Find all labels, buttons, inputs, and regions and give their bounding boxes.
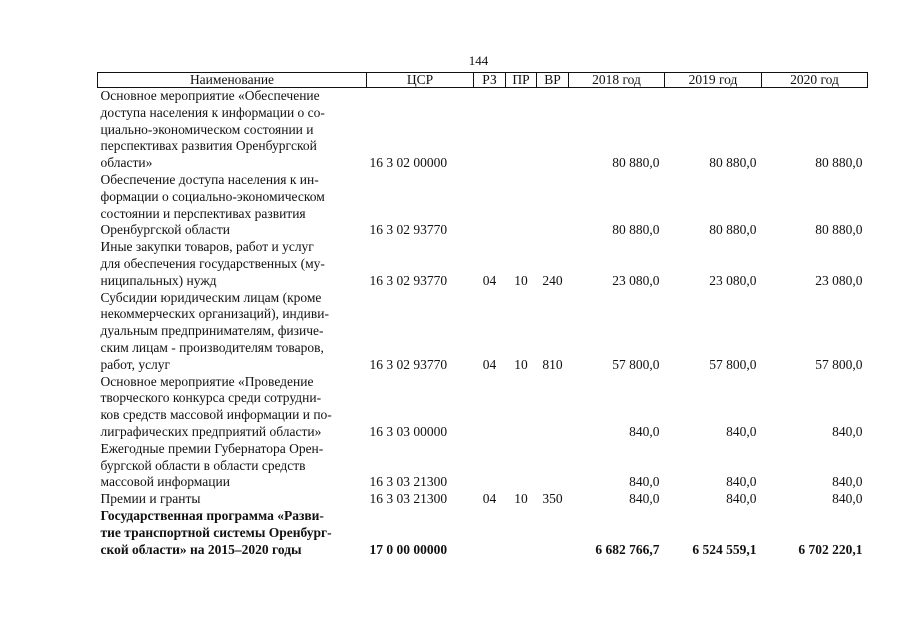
header-2020: 2020 год [762, 73, 868, 88]
row-name-line: работ, услуг [100, 356, 171, 372]
row-2020: 80 880,0 [815, 222, 863, 238]
row-name-line: ской области» на 2015–2020 годы [100, 541, 302, 557]
row-pr [506, 374, 537, 441]
row-rz [474, 374, 506, 441]
row-name-line: некоммерческих организаций), индиви- [100, 306, 329, 322]
row-name [98, 239, 367, 289]
row-name [98, 441, 367, 491]
row-2018: 840,0 [629, 423, 660, 439]
row-2020: 840,0 [832, 491, 863, 507]
row-vr [537, 88, 569, 172]
row-pr [506, 441, 537, 491]
row-vr: 810 [542, 356, 563, 372]
header-name: Наименование [98, 73, 367, 88]
row-2020: 840,0 [832, 474, 863, 490]
table-body [98, 88, 868, 559]
row-rz [474, 88, 506, 172]
row-2018: 840,0 [629, 474, 660, 490]
row-name [98, 88, 367, 172]
row-rz: 04 [482, 272, 497, 288]
row-name-line: перспективах развития Оренбургской [100, 138, 317, 154]
row-name-line: формации о социально-экономическом [100, 188, 325, 204]
table-row [98, 290, 868, 374]
header-rz: РЗ [474, 73, 506, 88]
row-name [98, 491, 367, 508]
row-vr [537, 374, 569, 441]
row-name-line: доступа населения к информации о со- [100, 104, 325, 120]
row-2020: 840,0 [832, 423, 863, 439]
row-name-line: Иные закупки товаров, работ и услуг [100, 239, 314, 255]
row-name-line: Оренбургской области [100, 222, 230, 238]
row-2018: 57 800,0 [612, 356, 660, 372]
row-rz [474, 508, 506, 558]
row-2020: 57 800,0 [815, 356, 863, 372]
row-rz: 04 [482, 491, 497, 507]
header-pr: ПР [506, 73, 537, 88]
row-csr: 16 3 02 93770 [369, 356, 448, 372]
row-vr: 350 [542, 491, 563, 507]
table-row [98, 172, 868, 239]
row-2019: 57 800,0 [709, 356, 757, 372]
row-name-line: тие транспортной системы Оренбург- [100, 524, 332, 540]
row-vr [537, 508, 569, 558]
row-2020: 23 080,0 [815, 272, 863, 288]
row-vr: 240 [542, 272, 563, 288]
row-name-line: Ежегодные премии Губернатора Орен- [100, 440, 324, 456]
row-vr [537, 172, 569, 239]
table-header-row [98, 73, 868, 88]
row-csr: 16 3 02 93770 [369, 222, 448, 238]
table-row [98, 239, 868, 289]
row-pr: 10 [514, 491, 528, 507]
header-2018: 2018 год [569, 73, 665, 88]
row-name-line: Основное мероприятие «Обеспечение [100, 88, 320, 103]
table-row [98, 441, 868, 491]
row-name-line: массовой информации [100, 474, 230, 490]
table-row [98, 491, 868, 508]
row-pr [506, 508, 537, 558]
row-2020: 80 880,0 [815, 155, 863, 171]
row-name-line: творческого конкурса среди сотрудни- [100, 390, 322, 406]
row-rz [474, 441, 506, 491]
row-pr: 10 [514, 356, 528, 372]
row-rz [474, 172, 506, 239]
table-row [98, 88, 868, 172]
row-name [98, 374, 367, 441]
row-2019: 840,0 [726, 491, 757, 507]
row-name-line: для обеспечения государственных (му- [100, 255, 325, 271]
row-name-line: Субсидии юридическим лицам (кроме [100, 289, 322, 305]
row-csr: 16 3 02 00000 [369, 155, 448, 171]
row-csr: 16 3 02 93770 [369, 272, 448, 288]
row-2019: 840,0 [726, 474, 757, 490]
table-row [98, 374, 868, 441]
row-name-line: дуальным предпринимателям, физиче- [100, 323, 324, 339]
row-name-line: ским лицам - производителям товаров, [100, 339, 324, 355]
row-pr [506, 172, 537, 239]
row-2019: 80 880,0 [709, 222, 757, 238]
row-name-line: бургской области в области средств [100, 457, 306, 473]
header-csr: ЦСР [367, 73, 474, 88]
row-csr: 16 3 03 21300 [369, 474, 448, 490]
row-2020: 6 702 220,1 [798, 541, 863, 557]
header-2019: 2019 год [665, 73, 762, 88]
row-name-line: области» [100, 155, 153, 171]
row-csr: 16 3 03 21300 [369, 491, 448, 507]
row-2018: 23 080,0 [612, 272, 660, 288]
row-2018: 80 880,0 [612, 222, 660, 238]
row-name-line: Обеспечение доступа населения к ин- [100, 171, 319, 187]
row-pr [506, 88, 537, 172]
row-name-line: состоянии и перспективах развития [100, 205, 306, 221]
row-name-line: циально-экономическом состоянии и [100, 121, 314, 137]
page-number: 144 [468, 53, 489, 68]
row-2019: 6 524 559,1 [692, 541, 757, 557]
row-2018: 80 880,0 [612, 155, 660, 171]
row-name [98, 290, 367, 374]
row-2019: 840,0 [726, 423, 757, 439]
row-csr: 17 0 00 00000 [369, 541, 448, 557]
row-2019: 80 880,0 [709, 155, 757, 171]
row-name-line: Основное мероприятие «Проведение [100, 373, 314, 389]
table-row [98, 508, 868, 558]
row-2018: 840,0 [629, 491, 660, 507]
row-name [98, 172, 367, 239]
row-name-line: ниципальных) нужд [100, 272, 217, 288]
row-csr: 16 3 03 00000 [369, 423, 448, 439]
row-rz: 04 [482, 356, 497, 372]
row-2019: 23 080,0 [709, 272, 757, 288]
row-pr: 10 [514, 272, 528, 288]
header-vr: ВР [537, 73, 569, 88]
row-name-line: Государственная программа «Разви- [100, 507, 324, 523]
row-vr [537, 441, 569, 491]
row-name [98, 508, 367, 558]
budget-table [97, 72, 868, 558]
row-2018: 6 682 766,7 [595, 541, 660, 557]
row-name-line: лиграфических предприятий области» [100, 423, 322, 439]
row-name-line: Премии и гранты [100, 491, 201, 507]
row-name-line: ков средств массовой информации и по- [100, 407, 332, 423]
